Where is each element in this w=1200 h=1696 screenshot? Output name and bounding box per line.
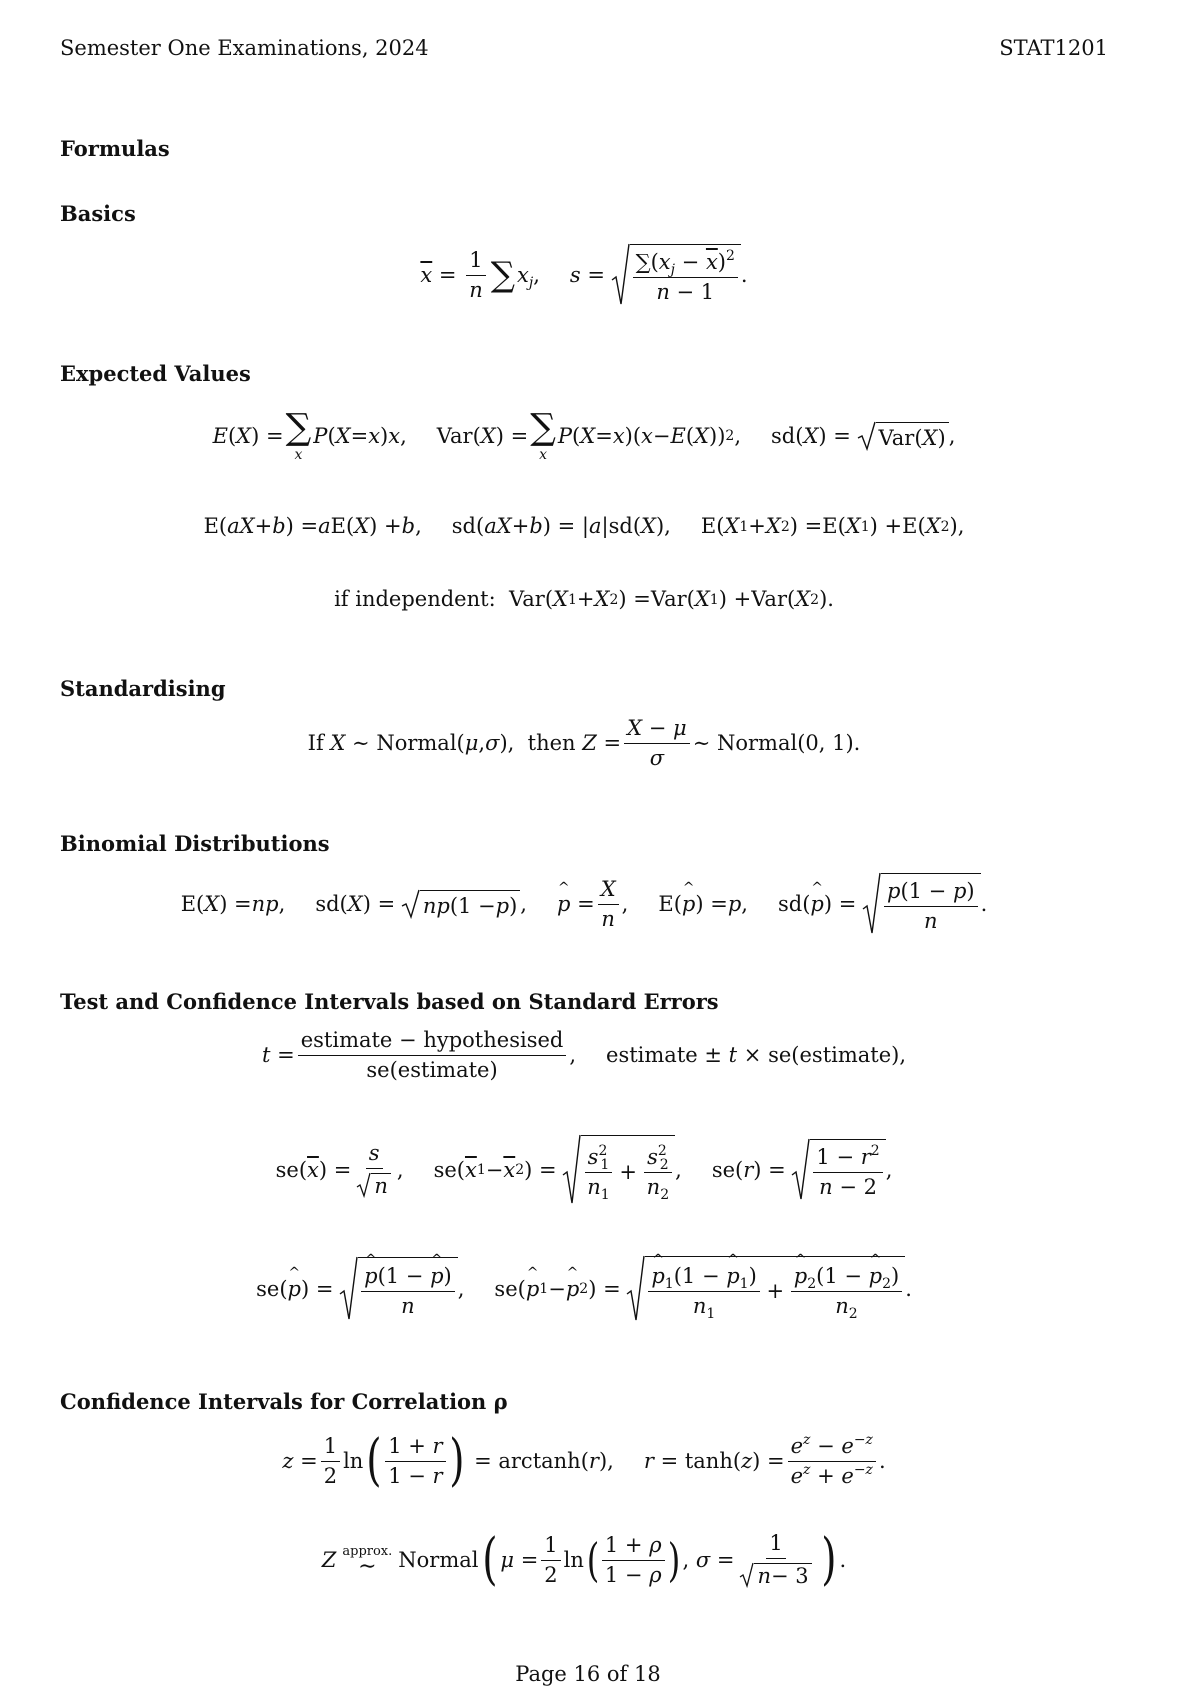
heading-binomial: Binomial Distributions bbox=[60, 831, 330, 856]
header-exam-title: Semester One Examinations, 2024 bbox=[60, 36, 429, 60]
page-number: Page 16 of 18 bbox=[515, 1662, 661, 1686]
formula-standard-errors-proportions: se ( p ^ ) = p ^ (1 − p ^ ) n , se ( p ^ 1 − p ^ 2 ) = p ^ $_1$(1 − p ^ $_1$) $n_1$ + p ^ $_2$(1 − p ^ $_2$) $n_2$ . bbox=[256, 1252, 912, 1322]
formula-z-approx-normal: Z approx. ∼ Normal ( μ = $\frac{1}{2}$ ln ( $\frac{1 + \rho}{1 - \rho}$ ) , σ = 1 n − 3 ) . bbox=[321, 1527, 847, 1592]
heading-basics: Basics bbox=[60, 201, 136, 226]
heading-tests-ci: Test and Confidence Intervals based on Standard Errors bbox=[60, 989, 719, 1014]
heading-expected-values: Expected Values bbox=[60, 361, 251, 386]
formula-independent-variance: if independent: Var ( X 1 + X 2 ) = Var ( X 1 ) + Var ( X 2 ). bbox=[334, 587, 834, 611]
heading-correlation: Confidence Intervals for Correlation ρ bbox=[60, 1389, 508, 1414]
formula-linear-transform: E ( aX + b ) = a E ( X ) + b , sd ( aX + b ) = | a | sd ( X ), E ( X 1 + X 2 ) = E ( X 1 ) + E ( X 2 ), bbox=[203, 514, 965, 538]
formula-standardising: If X ∼ Normal ( μ , σ ), then Z = $\frac{X - \mu}{\sigma}$ ∼ Normal (0, 1). bbox=[307, 716, 861, 770]
formula-t-statistic: t = $\frac{\text{estimate − hypothesised}}{\text{se(estimate)}}$ , estimate ± t × se ( estimate ), bbox=[261, 1028, 907, 1082]
heading-formulas: Formulas bbox=[60, 136, 170, 161]
heading-standardising: Standardising bbox=[60, 676, 226, 701]
formula-binomial: E ( X ) = np , sd ( X ) = np (1 − p ) , p ^ = $\frac{X}{n}$ , E ( p ^ ) = p , sd ( p ^ ) = $\frac{p(1 - p)}{n}$ . bbox=[60, 873, 1108, 935]
formula-expectation-variance: E ( X ) = ∑ x P ( X = x ) x , Var ( X ) = ∑ x P ( X = x )( x − E ( X )) 2 , sd ( X ) = Var ( X ) , bbox=[212, 407, 956, 463]
formula-fisher-z: z = $\frac{1}{2}$ ln ( $\frac{1 + r}{1 - r}$ ) = arctanh ( r ), r = tanh ( z ) = $\frac{e^z - e^{-z}}{e^z + e^{-z}}$ . bbox=[282, 1428, 886, 1493]
header-course-code: STAT1201 bbox=[999, 36, 1108, 60]
formula-standard-errors-means: se ( $\overline{x}$ ) = $\frac{s}{n}$ , se ( $\overline{x}$ 1 − $\overline{x}$ 2 ) = $\frac{s^2_1}{n_1}$ + $\frac{s^2_2}{n_2}$ , se ( r ) = $\frac{1 - r^2}{n - 2}$ , bbox=[60, 1135, 1108, 1205]
formula-mean-sd: $\overline{x}$ = $\frac{1}{n}$ ∑ $x_j$ , s = $\frac{\sum(x_j - \overline{x})^2}{n - 1}$ . bbox=[60, 244, 1108, 306]
